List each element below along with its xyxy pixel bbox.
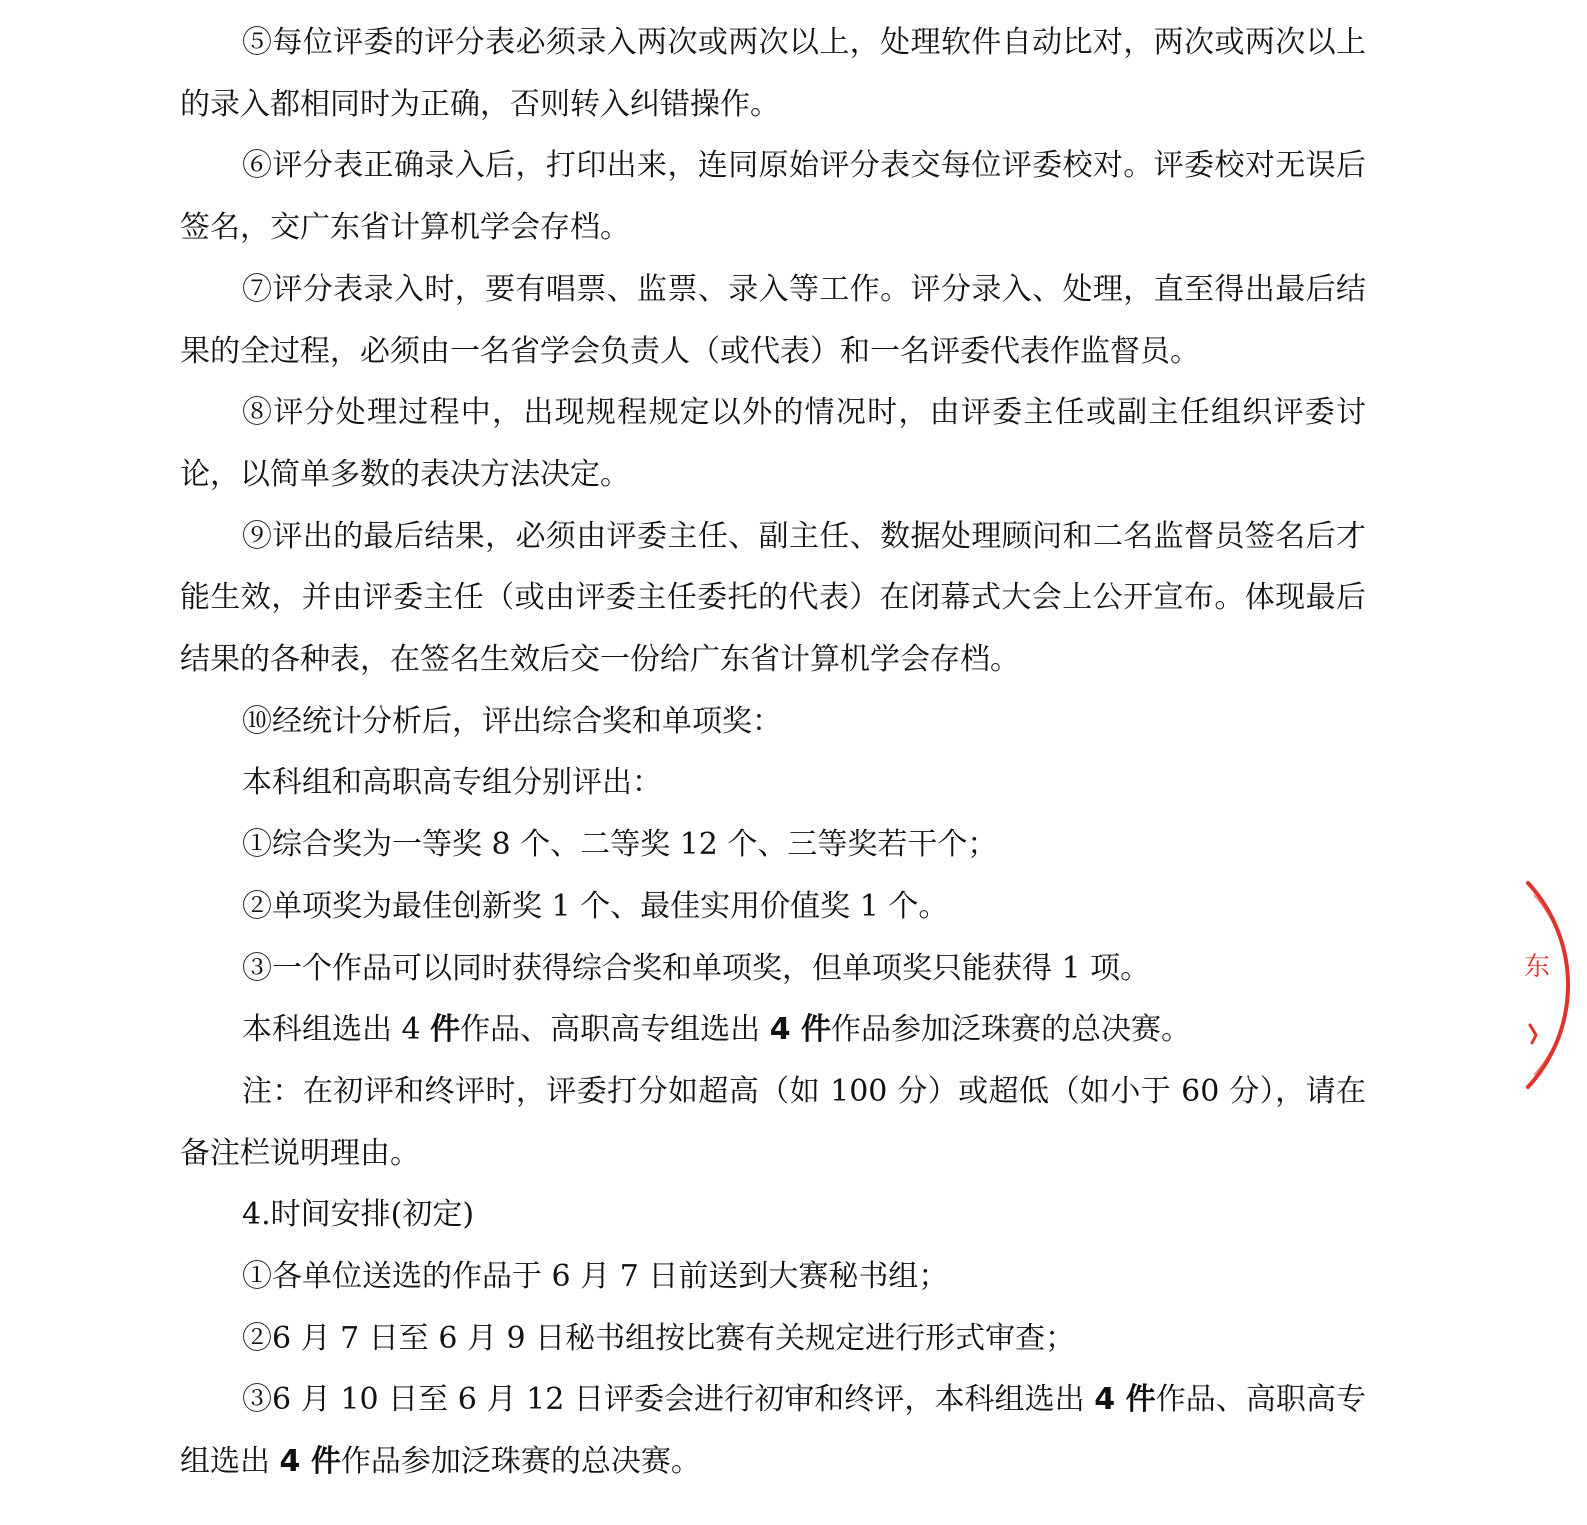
text-run: 本科组选出 4 bbox=[242, 1012, 431, 1048]
paragraph bbox=[180, 1308, 1366, 1370]
paragraph bbox=[180, 135, 1366, 258]
paragraph bbox=[180, 1369, 1366, 1492]
text-run: 作品、高职高专组选出 bbox=[180, 1382, 1366, 1480]
paragraph bbox=[180, 1246, 1366, 1308]
text-run: ③一个作品可以同时获得综合奖和单项奖，但单项奖只能获得 1 项。 bbox=[242, 950, 1151, 986]
paragraph bbox=[180, 382, 1366, 505]
text-run: ③6 月 10 日至 6 月 12 日评委会进行初审和终评，本科组选出 bbox=[242, 1382, 1095, 1418]
text-run: 作品参加泛珠赛的总决赛。 bbox=[831, 1012, 1192, 1048]
paragraph bbox=[180, 999, 1366, 1061]
paragraph bbox=[180, 876, 1366, 938]
bold-text-run: 4 件 bbox=[769, 1012, 832, 1048]
text-run: ①各单位送选的作品于 6 月 7 日前送到大赛秘书组； bbox=[242, 1259, 949, 1295]
text-run: ②6 月 7 日至 6 月 9 日秘书组按比赛有关规定进行形式审查； bbox=[242, 1320, 1076, 1356]
text-run: ⑧评分处理过程中，出现规程规定以外的情况时，由评委主任或副主任组织评委讨论，以简单多数的表决方法决定。 bbox=[180, 395, 1366, 492]
text-run: ②单项奖为最佳创新奖 1 个、最佳实用价值奖 1 个。 bbox=[242, 888, 949, 924]
paragraph bbox=[180, 1061, 1366, 1184]
bold-text-run: 4 件 bbox=[279, 1444, 341, 1480]
text-run: 作品、高职高专组选出 bbox=[460, 1012, 770, 1048]
paragraph bbox=[180, 12, 1366, 135]
document-body bbox=[180, 12, 1366, 1493]
text-run: ⑦评分表录入时，要有唱票、监票、录入等工作。评分录入、处理，直至得出最后结果的全过程，必须由一名省学会负责人（或代表）和一名评委代表作监督员。 bbox=[180, 271, 1366, 369]
paragraph bbox=[180, 938, 1366, 1000]
text-run: ①综合奖为一等奖 8 个、二等奖 12 个、三等奖若干个； bbox=[242, 827, 998, 863]
text-run: ⑥评分表正确录入后，打印出来，连同原始评分表交每位评委校对。评委校对无误后签名，交广东省计算机学会存档。 bbox=[180, 148, 1366, 246]
section-heading bbox=[180, 1184, 1366, 1246]
text-run: 4.时间安排(初定) bbox=[242, 1197, 475, 1233]
paragraph bbox=[180, 691, 1366, 753]
text-run: ⑤每位评委的评分表必须录入两次或两次以上，处理软件自动比对，两次或两次以上的录入都相同时为正确，否则转入纠错操作。 bbox=[180, 25, 1366, 122]
seal-icon bbox=[1520, 875, 1587, 1095]
text-run: ⑨评出的最后结果，必须由评委主任、副主任、数据处理顾问和二名监督员签名后才能生效，并由评委主任（或由评委主任委托的代表）在闭幕式大会上公开宣布。体现最后结果的各种表，在签名生效后交一份给广东省计算机学会存档。 bbox=[180, 518, 1366, 678]
text-run: 注：在初评和终评时，评委打分如超高（如 100 分）或超低（如小于 60 分），请在备注栏说明理由。 bbox=[180, 1073, 1366, 1171]
seal-character: 东 bbox=[1524, 952, 1551, 982]
text-run: 本科组和高职高专组分别评出： bbox=[242, 765, 662, 801]
seal-character-stroke bbox=[1530, 1025, 1536, 1043]
text-run: ⑩经统计分析后，评出综合奖和单项奖： bbox=[242, 703, 782, 739]
red-seal-stamp bbox=[1520, 875, 1587, 1095]
text-run: 作品参加泛珠赛的总决赛。 bbox=[340, 1444, 701, 1480]
bold-text-run: 件 bbox=[430, 1012, 461, 1048]
seal-inner-ring bbox=[1534, 895, 1568, 1075]
paragraph bbox=[180, 506, 1366, 691]
paragraph bbox=[180, 259, 1366, 382]
paragraph bbox=[180, 752, 1366, 814]
bold-text-run: 4 件 bbox=[1094, 1382, 1156, 1418]
paragraph bbox=[180, 814, 1366, 876]
